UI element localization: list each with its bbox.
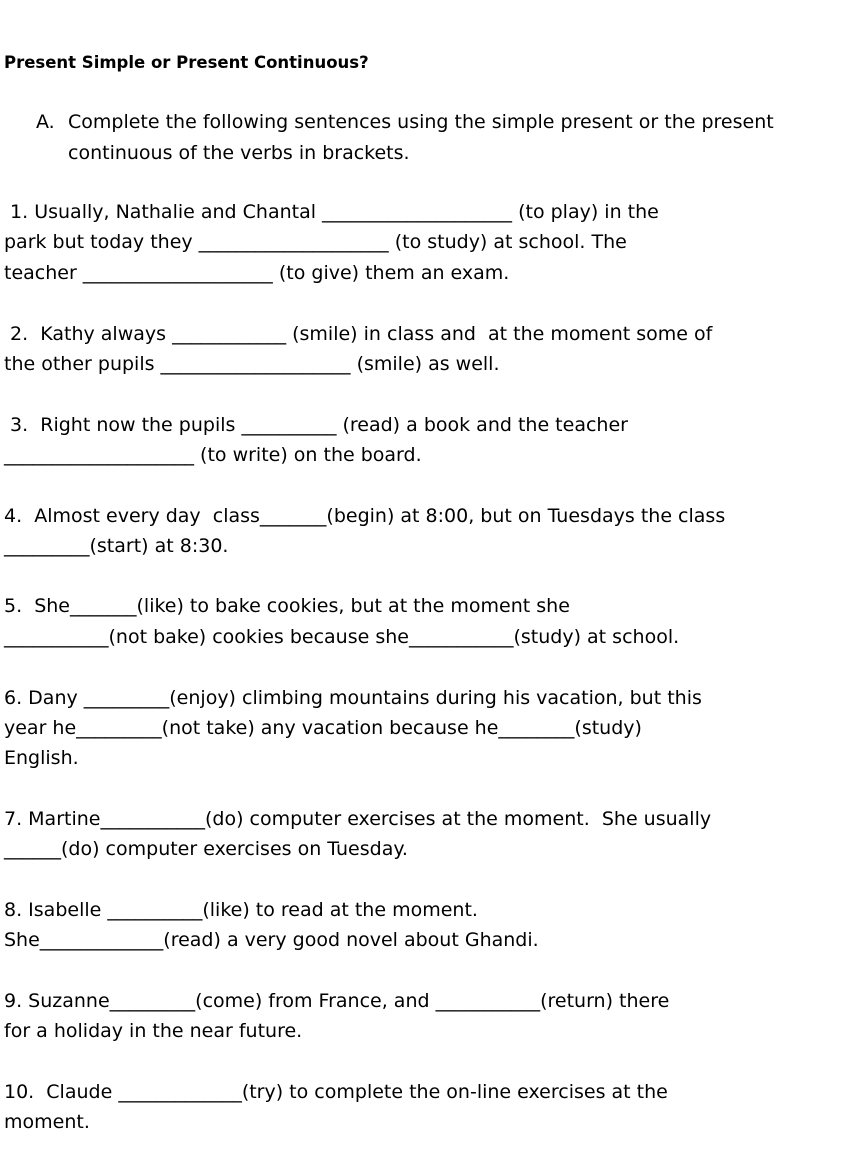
exercise-2-line-1: 2. Kathy always ____________ (smile) in class and at the moment some of bbox=[4, 323, 713, 345]
exercise-3-line-2: ____________________ (to write) on the board. bbox=[4, 444, 422, 466]
exercise-4-line-1: 4. Almost every day class_______(begin) at 8:00, but on Tuesdays the class bbox=[4, 505, 726, 527]
exercise-5-line-2: ___________(not bake) cookies because she___________(study) at school. bbox=[4, 626, 680, 648]
instruction-a bbox=[36, 107, 776, 168]
instruction-text: Complete the following sentences using the simple present or the present continuous of the verbs in brackets. bbox=[68, 111, 774, 164]
exercise-5-line-1: 5. She_______(like) to bake cookies, but at the moment she bbox=[4, 595, 570, 617]
exercise-9-line-2: for a holiday in the near future. bbox=[4, 1020, 303, 1042]
exercise-1-line-1: 1. Usually, Nathalie and Chantal ____________________ (to play) in the bbox=[4, 201, 659, 223]
instruction-label: A. bbox=[36, 111, 55, 133]
exercise-7-line-1: 7. Martine___________(do) computer exercises at the moment. She usually bbox=[4, 808, 712, 830]
exercise-9-line-1: 9. Suzanne_________(come) from France, and ___________(return) there bbox=[4, 990, 670, 1012]
exercise-10-line-2: moment. bbox=[4, 1111, 90, 1133]
exercise-2-line-2: the other pupils ____________________ (smile) as well. bbox=[4, 353, 500, 375]
exercise-3-line-1: 3. Right now the pupils __________ (read) a book and the teacher bbox=[4, 414, 628, 436]
exercise-6-line-3: English. bbox=[4, 747, 79, 769]
exercise-10-line-1: 10. Claude _____________(try) to complete the on-line exercises at the bbox=[4, 1081, 668, 1103]
exercise-1-line-2: park but today they ____________________ (to study) at school. The bbox=[4, 231, 627, 253]
exercise-7-line-2: ______(do) computer exercises on Tuesday. bbox=[4, 838, 408, 860]
exercise-8-line-2: She_____________(read) a very good novel about Ghandi. bbox=[4, 929, 539, 951]
exercise-6-line-1: 6. Dany _________(enjoy) climbing mountains during his vacation, but this bbox=[4, 687, 702, 709]
exercise-1-line-3: teacher ____________________ (to give) them an exam. bbox=[4, 262, 510, 284]
exercise-8-line-1: 8. Isabelle __________(like) to read at the moment. bbox=[4, 899, 478, 921]
exercise-6-line-2: year he_________(not take) any vacation because he________(study) bbox=[4, 717, 642, 739]
exercise-4-line-2: _________(start) at 8:30. bbox=[4, 535, 229, 557]
worksheet-title: Present Simple or Present Continuous? bbox=[4, 53, 369, 72]
